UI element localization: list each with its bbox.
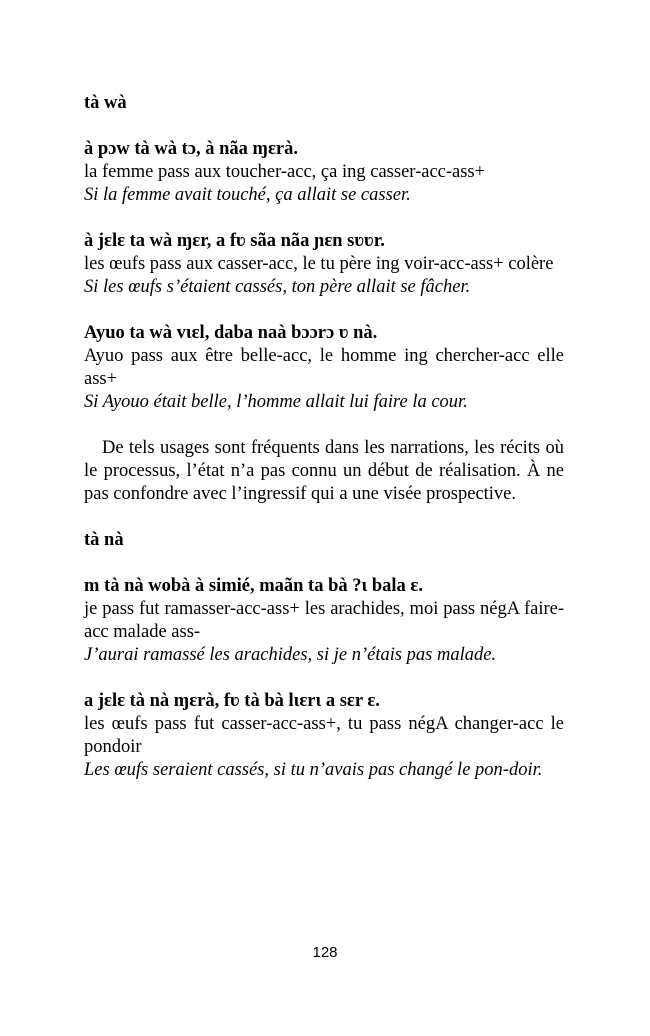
example-source: à pɔw tà wà tɔ, à nãa ɱɛrà. [84, 139, 298, 159]
example-2 [84, 230, 564, 299]
example-gloss: je pass fut ramasser-acc-ass+ les arachides, moi pass négA faire-acc malade ass- [84, 599, 564, 642]
body-paragraph: De tels usages sont fréquents dans les narrations, les récits où le processus, l’état n’a pas connu un début de réalisation. À ne pas confondre avec l’ingressif qui a une visée prospective. [84, 438, 564, 504]
example-3 [84, 322, 564, 414]
example-translation: Si Ayouo était belle, l’homme allait lui faire la cour. [84, 392, 468, 412]
page-body [84, 92, 564, 805]
example-gloss: les œufs pass fut casser-acc-ass+, tu pass négA changer-acc le pondoir [84, 714, 564, 757]
example-translation: J’aurai ramassé les arachides, si je n’étais pas malade. [84, 645, 497, 665]
example-source: à jɛlɛ ta wà ɱɛr, a fʋ sãa nãa ɲɛn sʋʋr. [84, 231, 385, 251]
example-gloss: les œufs pass aux casser-acc, le tu père ing voir-acc-ass+ colère [84, 254, 554, 274]
section-title-ta-wa: tà wà [84, 93, 127, 113]
example-translation: Si la femme avait touché, ça allait se casser. [84, 185, 411, 205]
example-gloss: la femme pass aux toucher-acc, ça ing casser-acc-ass+ [84, 162, 486, 182]
section-title-ta-na: tà nà [84, 530, 124, 550]
example-source: Ayuo ta wà vɩɛl, daba naà bɔɔrɔ ʋ nà. [84, 323, 378, 343]
example-5 [84, 690, 564, 782]
example-translation: Si les œufs s’étaient cassés, ton père allait se fâcher. [84, 277, 471, 297]
example-translation: Les œufs seraient cassés, si tu n’avais pas changé le pon-doir. [84, 760, 543, 780]
example-gloss: Ayuo pass aux être belle-acc, le homme ing chercher-acc elle ass+ [84, 346, 564, 389]
example-source: a jɛlɛ tà nà ɱɛrà, fʋ tà bà lɩɛrɩ a sɛr ɛ. [84, 691, 380, 711]
example-1 [84, 138, 564, 207]
page-number: 128 [312, 944, 338, 961]
example-source: m tà nà wobà à simié, maãn ta bà ?ɩ bala ɛ. [84, 576, 423, 596]
example-4 [84, 575, 564, 667]
